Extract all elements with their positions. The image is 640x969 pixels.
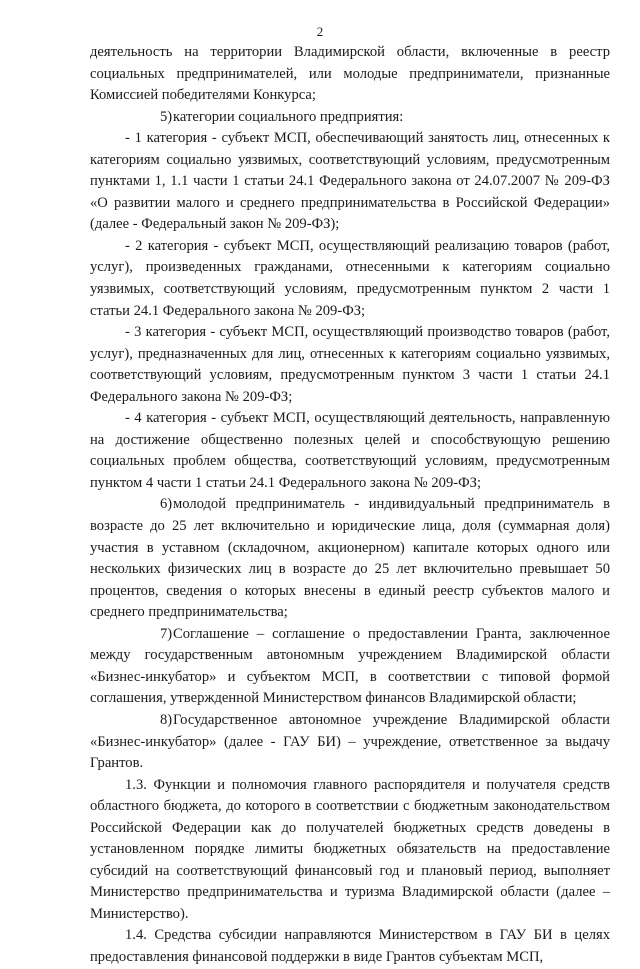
list-number: 5): [160, 108, 173, 125]
paragraph-category-4: [90, 408, 610, 494]
paragraph-continuation: [90, 42, 610, 107]
paragraph-text: Соглашение – соглашение о предоставлении Гранта, заключенное между государственным автономным учреждением Владимирской области «Бизнес-инкубатор» и субъектом МСП, в соответствии с типовой формой соглашения, утвержденной Министерством финансов Владимирской области;: [90, 625, 610, 707]
paragraph-text: деятельность на территории Владимирской области, включенные в реестр социальных предпринимателей, или молодые предприниматели, признанные Комиссией победителями Конкурса;: [90, 44, 610, 104]
paragraph-text: молодой предприниматель - индивидуальный предприниматель в возрасте до 25 лет включительно и юридические лица, доля (суммарная доля) участия в уставном (складочном, акционерном) капитале которых одного или нескольких физических лиц в возрасте до 25 лет включительно превышает 50 процентов, сведения о которых внесены в единый реестр субъектов малого и среднего предпринимательства;: [90, 496, 610, 621]
paragraph-text: - 2 категория - субъект МСП, осуществляющий реализацию товаров (работ, услуг), произведенных гражданами, отнесенными к категориям социально уязвимых, соответствующий условиям, предусмотренным пунктом 2 части 1 статьи 24.1 Федерального закона № 209-ФЗ;: [90, 237, 610, 319]
list-number: 6): [160, 496, 173, 513]
paragraph-text: - 1 категория - субъект МСП, обеспечивающий занятость лиц, отнесенных к категориям социально уязвимых, соответствующий условиям, предусмотренным пунктами 1, 1.1 части 1 статьи 24.1 Федерального закона от 24.07.2007 № 209-ФЗ «О развитии малого и среднего предпринимательства в Российской Федерации» (далее - Федеральный закон № 209-ФЗ);: [90, 130, 610, 233]
paragraph-1-4: [90, 925, 610, 968]
page-number: 2: [316, 24, 324, 39]
paragraph-item-6: [90, 494, 610, 623]
paragraph-category-1: [90, 128, 610, 236]
paragraph-text: 1.4. Средства субсидии направляются Министерством в ГАУ БИ в целях предоставления финансовой поддержки в виде Грантов субъектам МСП,: [90, 927, 610, 965]
paragraph-text: 1.3. Функции и полномочия главного распорядителя и получателя средств областного бюджета, до которого в соответствии с бюджетным законодательством Российской Федерации как до получателей бюджетных средств доведены в установленном порядке лимиты бюджетных обязательств на предоставление субсидий на соответствующий финансовый год и плановый период, выполняет Министерство предпринимательства и туризма Владимирской области (далее – Министерство).: [90, 776, 610, 922]
paragraph-category-3: [90, 322, 610, 408]
paragraph-category-2: [90, 236, 610, 322]
document-body: [90, 42, 610, 969]
paragraph-text: Государственное автономное учреждение Владимирской области «Бизнес-инкубатор» (далее - ГАУ БИ) – учреждение, ответственное за выдачу Грантов.: [90, 711, 610, 772]
list-number: 7): [160, 625, 173, 642]
paragraph-text: - 4 категория - субъект МСП, осуществляющий деятельность, направленную на достижение общественно полезных целей и способствующую решению социальных проблем общества, соответствующий условиям, предусмотренным пунктом 4 части 1 статьи 24.1 Федерального закона № 209-ФЗ;: [90, 410, 610, 491]
paragraph-item-5: [90, 107, 610, 129]
paragraph-item-7: [90, 624, 610, 710]
paragraph-1-3: [90, 775, 610, 926]
paragraph-text: - 3 категория - субъект МСП, осуществляющий производство товаров (работ, услуг), предназначенных для лиц, отнесенных к категориям социально уязвимых, соответствующий условиям, предусмотренным пунктом 3 части 1 статьи 24.1 Федерального закона № 209-ФЗ;: [90, 324, 610, 405]
paragraph-text: категории социального предприятия:: [173, 108, 404, 125]
list-number: 8): [160, 711, 173, 728]
paragraph-item-8: [90, 710, 610, 775]
